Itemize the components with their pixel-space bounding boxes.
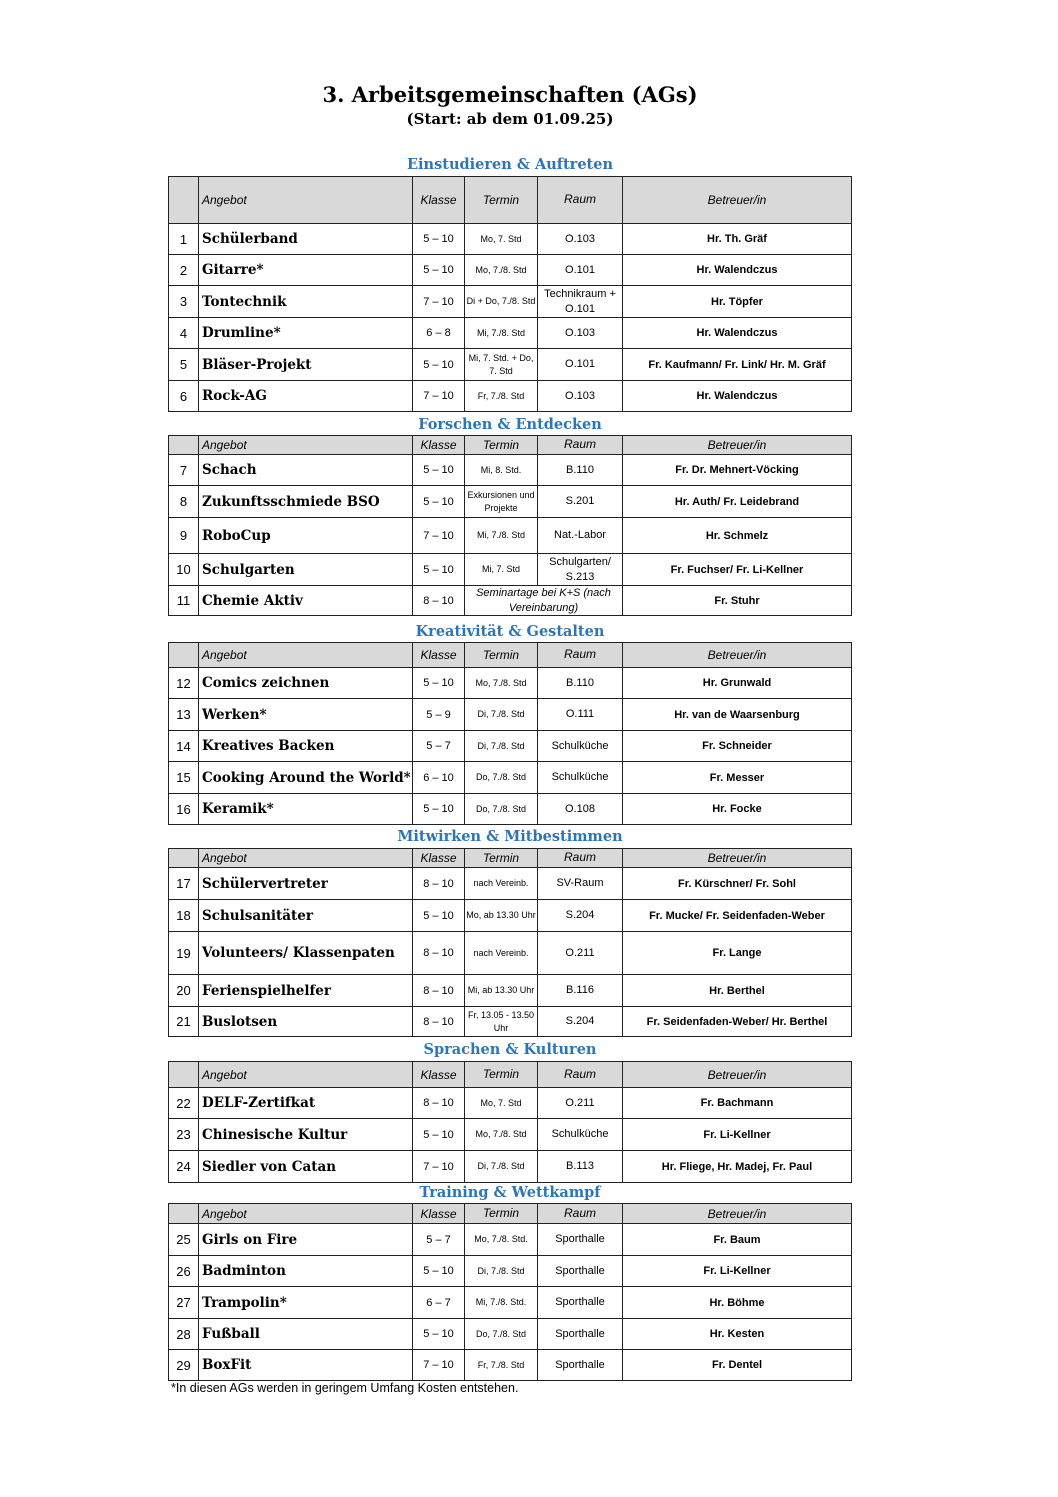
table-row (169, 554, 852, 586)
betreuer-cell: Fr. Li-Kellner (623, 1256, 852, 1287)
ag-name: DELF-Zertifkat (199, 1088, 413, 1119)
betreuer-cell: Hr. Th. Gräf (623, 224, 852, 255)
ag-name: Chemie Aktiv (199, 586, 413, 616)
header-number-cell (169, 436, 199, 455)
betreuer-cell: Fr. Schneider (623, 731, 852, 762)
betreuer-cell: Fr. Lange (623, 932, 852, 975)
raum-cell: O.111 (538, 699, 623, 731)
ag-name: Schülerband (199, 224, 413, 255)
section-heading: Kreativität & Gestalten (415, 623, 605, 640)
header-betreuer: Betreuer/in (623, 177, 852, 224)
row-number: 23 (169, 1119, 199, 1151)
table-row (169, 900, 852, 932)
termin-cell: Mo, 7. Std (465, 224, 538, 255)
row-number: 2 (169, 255, 199, 286)
table-row (169, 731, 852, 762)
ag-name: Buslotsen (199, 1007, 413, 1037)
klasse-cell: 6 – 8 (413, 318, 465, 349)
ag-name: Kreatives Backen (199, 731, 413, 762)
betreuer-cell: Hr. Kesten (623, 1319, 852, 1350)
ag-table (168, 176, 852, 412)
table-row (169, 381, 852, 412)
klasse-cell: 7 – 10 (413, 286, 465, 318)
header-number-cell (169, 1204, 199, 1224)
betreuer-cell: Fr. Bachmann (623, 1088, 852, 1119)
header-angebot: Angebot (199, 177, 413, 224)
header-klasse: Klasse (413, 1062, 465, 1088)
klasse-cell: 5 – 10 (413, 1319, 465, 1350)
header-angebot: Angebot (199, 436, 413, 455)
table-row (169, 318, 852, 349)
section-heading: Forschen & Entdecken (418, 416, 602, 433)
betreuer-cell: Fr. Mucke/ Fr. Seidenfaden-Weber (623, 900, 852, 932)
termin-raum-merged-cell: Seminartage bei K+S (nach Vereinbarung) (465, 586, 623, 616)
klasse-cell: 5 – 10 (413, 349, 465, 381)
termin-cell: Mo, 7./8. Std. (465, 1224, 538, 1256)
ag-name: BoxFit (199, 1350, 413, 1381)
section-heading: Sprachen & Kulturen (423, 1041, 597, 1058)
table-row (169, 455, 852, 486)
row-number: 21 (169, 1007, 199, 1037)
klasse-cell: 8 – 10 (413, 975, 465, 1007)
klasse-cell: 5 – 10 (413, 224, 465, 255)
termin-cell: Di + Do, 7./8. Std (465, 286, 538, 318)
row-number: 19 (169, 932, 199, 975)
termin-cell: Exkursionen und Projekte (465, 486, 538, 518)
raum-cell: S.204 (538, 1007, 623, 1037)
betreuer-cell: Fr. Messer (623, 762, 852, 794)
table-row (169, 1119, 852, 1151)
row-number: 10 (169, 554, 199, 586)
klasse-cell: 8 – 10 (413, 586, 465, 616)
betreuer-cell: Hr. Walendczus (623, 381, 852, 412)
klasse-cell: 7 – 10 (413, 1350, 465, 1381)
ag-name: Schulgarten (199, 554, 413, 586)
header-betreuer: Betreuer/in (623, 436, 852, 455)
row-number: 5 (169, 349, 199, 381)
table-header-row (169, 177, 852, 224)
ag-name: Girls on Fire (199, 1224, 413, 1256)
table-header-row (169, 1204, 852, 1224)
termin-cell: Mo, 7./8. Std (465, 255, 538, 286)
header-raum: Raum (538, 849, 623, 868)
klasse-cell: 7 – 10 (413, 381, 465, 412)
ag-name: Rock-AG (199, 381, 413, 412)
row-number: 1 (169, 224, 199, 255)
table-row (169, 762, 852, 794)
termin-cell: Mi, 7./8. Std. (465, 1287, 538, 1319)
header-number-cell (169, 177, 199, 224)
table-row (169, 1088, 852, 1119)
klasse-cell: 5 – 7 (413, 731, 465, 762)
row-number: 22 (169, 1088, 199, 1119)
betreuer-cell: Fr. Dentel (623, 1350, 852, 1381)
ag-table (168, 1061, 852, 1183)
table-row (169, 1319, 852, 1350)
ag-name: Chinesische Kultur (199, 1119, 413, 1151)
ag-name: Keramik* (199, 794, 413, 825)
table-row (169, 586, 852, 616)
row-number: 6 (169, 381, 199, 412)
header-termin: Termin (465, 436, 538, 455)
betreuer-cell: Fr. Kaufmann/ Fr. Link/ Hr. M. Gräf (623, 349, 852, 381)
raum-cell: SV-Raum (538, 868, 623, 900)
header-klasse: Klasse (413, 436, 465, 455)
raum-cell: Sporthalle (538, 1256, 623, 1287)
termin-cell: Mo, ab 13.30 Uhr (465, 900, 538, 932)
raum-cell: S.204 (538, 900, 623, 932)
header-raum: Raum (538, 177, 623, 224)
raum-cell: Schulgarten/ S.213 (538, 554, 623, 586)
termin-cell: Fr, 13.05 - 13.50 Uhr (465, 1007, 538, 1037)
betreuer-cell: Hr. Schmelz (623, 518, 852, 554)
table-row (169, 975, 852, 1007)
table-row (169, 224, 852, 255)
klasse-cell: 5 – 10 (413, 900, 465, 932)
raum-cell: O.103 (538, 318, 623, 349)
klasse-cell: 5 – 10 (413, 668, 465, 699)
table-header-row (169, 1062, 852, 1088)
klasse-cell: 5 – 10 (413, 255, 465, 286)
betreuer-cell: Hr. Fliege, Hr. Madej, Fr. Paul (623, 1151, 852, 1183)
table-row (169, 1007, 852, 1037)
ag-name: Siedler von Catan (199, 1151, 413, 1183)
header-betreuer: Betreuer/in (623, 643, 852, 668)
table-header-row (169, 643, 852, 668)
betreuer-cell: Hr. van de Waarsenburg (623, 699, 852, 731)
termin-cell: Di, 7./8. Std (465, 1256, 538, 1287)
row-number: 9 (169, 518, 199, 554)
ag-table (168, 435, 852, 616)
header-number-cell (169, 1062, 199, 1088)
row-number: 11 (169, 586, 199, 616)
termin-cell: Mo, 7./8. Std (465, 1119, 538, 1151)
klasse-cell: 8 – 10 (413, 1007, 465, 1037)
raum-cell: Schulküche (538, 1119, 623, 1151)
betreuer-cell: Fr. Dr. Mehnert-Vöcking (623, 455, 852, 486)
header-raum: Raum (538, 643, 623, 668)
ag-name: Schach (199, 455, 413, 486)
betreuer-cell: Hr. Walendczus (623, 255, 852, 286)
header-betreuer: Betreuer/in (623, 1204, 852, 1224)
row-number: 3 (169, 286, 199, 318)
raum-cell: B.110 (538, 668, 623, 699)
termin-cell: nach Vereinb. (465, 932, 538, 975)
betreuer-cell: Fr. Stuhr (623, 586, 852, 616)
klasse-cell: 8 – 10 (413, 1088, 465, 1119)
ag-name: Cooking Around the World* (199, 762, 413, 794)
header-raum: Raum (538, 1204, 623, 1224)
betreuer-cell: Fr. Seidenfaden-Weber/ Hr. Berthel (623, 1007, 852, 1037)
header-number-cell (169, 849, 199, 868)
ag-name: RoboCup (199, 518, 413, 554)
row-number: 26 (169, 1256, 199, 1287)
betreuer-cell: Fr. Baum (623, 1224, 852, 1256)
header-klasse: Klasse (413, 177, 465, 224)
raum-cell: O.103 (538, 381, 623, 412)
termin-cell: Di, 7./8. Std (465, 1151, 538, 1183)
termin-cell: nach Vereinb. (465, 868, 538, 900)
table-row (169, 1287, 852, 1319)
klasse-cell: 5 – 7 (413, 1224, 465, 1256)
row-number: 4 (169, 318, 199, 349)
section-heading: Einstudieren & Auftreten (406, 156, 614, 173)
raum-cell: Sporthalle (538, 1319, 623, 1350)
ag-name: Bläser-Projekt (199, 349, 413, 381)
header-klasse: Klasse (413, 1204, 465, 1224)
ag-name: Volunteers/ Klassenpaten (199, 932, 413, 975)
ag-table (168, 642, 852, 825)
header-number-cell (169, 643, 199, 668)
table-header-row (169, 849, 852, 868)
table-row (169, 349, 852, 381)
betreuer-cell: Fr. Fuchser/ Fr. Li-Kellner (623, 554, 852, 586)
table-row (169, 699, 852, 731)
termin-cell: Mi, 8. Std. (465, 455, 538, 486)
termin-cell: Mi, 7./8. Std (465, 518, 538, 554)
row-number: 20 (169, 975, 199, 1007)
header-termin: Termin (465, 1062, 538, 1088)
row-number: 15 (169, 762, 199, 794)
betreuer-cell: Hr. Grunwald (623, 668, 852, 699)
row-number: 29 (169, 1350, 199, 1381)
raum-cell: Nat.-Labor (538, 518, 623, 554)
row-number: 18 (169, 900, 199, 932)
betreuer-cell: Hr. Walendczus (623, 318, 852, 349)
header-betreuer: Betreuer/in (623, 1062, 852, 1088)
raum-cell: O.101 (538, 349, 623, 381)
ag-name: Trampolin* (199, 1287, 413, 1319)
klasse-cell: 5 – 10 (413, 455, 465, 486)
ag-name: Zukunftsschmiede BSO (199, 486, 413, 518)
table-row (169, 1350, 852, 1381)
termin-cell: Di, 7./8. Std (465, 731, 538, 762)
section-heading: Training & Wettkampf (419, 1184, 601, 1201)
raum-cell: O.103 (538, 224, 623, 255)
raum-cell: Sporthalle (538, 1350, 623, 1381)
header-termin: Termin (465, 1204, 538, 1224)
termin-cell: Mi, ab 13.30 Uhr (465, 975, 538, 1007)
ag-name: Tontechnik (199, 286, 413, 318)
table-row (169, 668, 852, 699)
klasse-cell: 5 – 9 (413, 699, 465, 731)
klasse-cell: 5 – 10 (413, 794, 465, 825)
termin-cell: Fr, 7./8. Std (465, 1350, 538, 1381)
table-row (169, 932, 852, 975)
termin-cell: Mi, 7./8. Std (465, 318, 538, 349)
betreuer-cell: Hr. Auth/ Fr. Leidebrand (623, 486, 852, 518)
row-number: 27 (169, 1287, 199, 1319)
termin-cell: Do, 7./8. Std (465, 794, 538, 825)
header-angebot: Angebot (199, 643, 413, 668)
table-row (169, 1224, 852, 1256)
table-row (169, 794, 852, 825)
ag-table (168, 1203, 852, 1381)
klasse-cell: 7 – 10 (413, 518, 465, 554)
betreuer-cell: Hr. Böhme (623, 1287, 852, 1319)
klasse-cell: 7 – 10 (413, 1151, 465, 1183)
raum-cell: Sporthalle (538, 1287, 623, 1319)
raum-cell: O.101 (538, 255, 623, 286)
termin-cell: Mi, 7. Std. + Do, 7. Std (465, 349, 538, 381)
table-row (169, 286, 852, 318)
betreuer-cell: Hr. Focke (623, 794, 852, 825)
ag-name: Schulsanitäter (199, 900, 413, 932)
header-termin: Termin (465, 177, 538, 224)
header-termin: Termin (465, 643, 538, 668)
ag-name: Gitarre* (199, 255, 413, 286)
ag-name: Werken* (199, 699, 413, 731)
raum-cell: Schulküche (538, 762, 623, 794)
section-heading: Mitwirken & Mitbestimmen (397, 828, 623, 845)
klasse-cell: 5 – 10 (413, 1256, 465, 1287)
raum-cell: O.211 (538, 1088, 623, 1119)
klasse-cell: 6 – 7 (413, 1287, 465, 1319)
ag-name: Comics zeichnen (199, 668, 413, 699)
betreuer-cell: Fr. Li-Kellner (623, 1119, 852, 1151)
klasse-cell: 6 – 10 (413, 762, 465, 794)
raum-cell: O.211 (538, 932, 623, 975)
raum-cell: Schulküche (538, 731, 623, 762)
ag-name: Badminton (199, 1256, 413, 1287)
termin-cell: Do, 7./8. Std (465, 1319, 538, 1350)
betreuer-cell: Fr. Kürschner/ Fr. Sohl (623, 868, 852, 900)
klasse-cell: 8 – 10 (413, 932, 465, 975)
klasse-cell: 5 – 10 (413, 554, 465, 586)
ag-name: Schülervertreter (199, 868, 413, 900)
table-row (169, 1151, 852, 1183)
table-header-row (169, 436, 852, 455)
row-number: 25 (169, 1224, 199, 1256)
ag-name: Ferienspielhelfer (199, 975, 413, 1007)
table-row (169, 868, 852, 900)
raum-cell: Sporthalle (538, 1224, 623, 1256)
header-raum: Raum (538, 1062, 623, 1088)
raum-cell: S.201 (538, 486, 623, 518)
termin-cell: Di, 7./8. Std (465, 699, 538, 731)
klasse-cell: 5 – 10 (413, 486, 465, 518)
table-row (169, 255, 852, 286)
klasse-cell: 5 – 10 (413, 1119, 465, 1151)
ag-table (168, 848, 852, 1037)
row-number: 24 (169, 1151, 199, 1183)
page-title: 3. Arbeitsgemeinschaften (AGs) (322, 82, 698, 107)
raum-cell: O.108 (538, 794, 623, 825)
ag-name: Drumline* (199, 318, 413, 349)
page-subtitle: (Start: ab dem 01.09.25) (406, 110, 614, 128)
row-number: 8 (169, 486, 199, 518)
header-termin: Termin (465, 849, 538, 868)
raum-cell: B.113 (538, 1151, 623, 1183)
header-raum: Raum (538, 436, 623, 455)
header-angebot: Angebot (199, 1204, 413, 1224)
betreuer-cell: Hr. Berthel (623, 975, 852, 1007)
termin-cell: Fr, 7./8. Std (465, 381, 538, 412)
row-number: 7 (169, 455, 199, 486)
betreuer-cell: Hr. Töpfer (623, 286, 852, 318)
table-row (169, 486, 852, 518)
ag-name: Fußball (199, 1319, 413, 1350)
header-klasse: Klasse (413, 849, 465, 868)
header-betreuer: Betreuer/in (623, 849, 852, 868)
table-row (169, 518, 852, 554)
raum-cell: B.116 (538, 975, 623, 1007)
klasse-cell: 8 – 10 (413, 868, 465, 900)
termin-cell: Do, 7./8. Std (465, 762, 538, 794)
footnote: *In diesen AGs werden in geringem Umfang Kosten entstehen. (171, 1381, 519, 1395)
termin-cell: Mi, 7. Std (465, 554, 538, 586)
row-number: 14 (169, 731, 199, 762)
table-row (169, 1256, 852, 1287)
row-number: 16 (169, 794, 199, 825)
header-angebot: Angebot (199, 1062, 413, 1088)
termin-cell: Mo, 7. Std (465, 1088, 538, 1119)
header-angebot: Angebot (199, 849, 413, 868)
raum-cell: Technikraum + O.101 (538, 286, 623, 318)
row-number: 13 (169, 699, 199, 731)
row-number: 12 (169, 668, 199, 699)
row-number: 17 (169, 868, 199, 900)
header-klasse: Klasse (413, 643, 465, 668)
termin-cell: Mo, 7./8. Std (465, 668, 538, 699)
row-number: 28 (169, 1319, 199, 1350)
raum-cell: B.110 (538, 455, 623, 486)
